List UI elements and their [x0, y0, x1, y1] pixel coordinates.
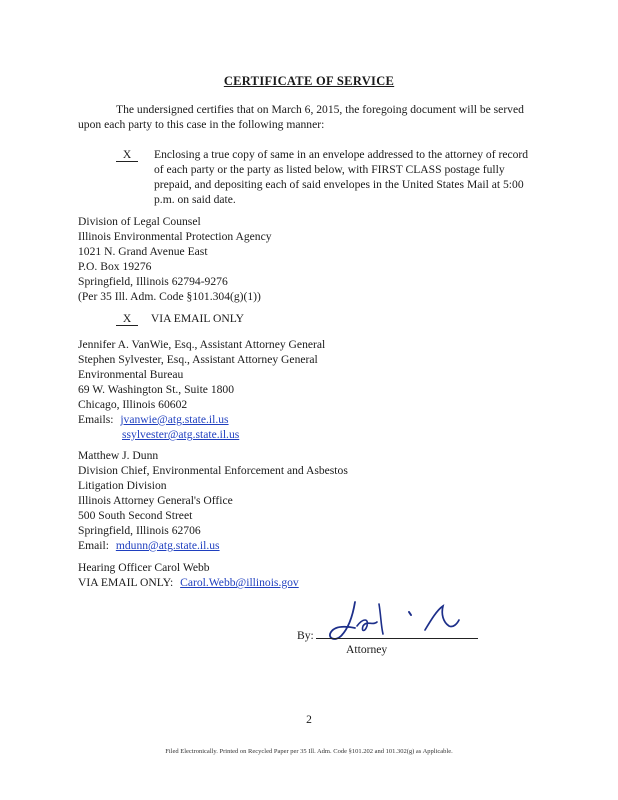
ag-line-5: Chicago, Illinois 60602: [78, 398, 188, 411]
dunn-line-3: Litigation Division: [78, 479, 167, 492]
ag-emails-label: Emails:: [78, 413, 114, 426]
iepa-line-3: 1021 N. Grand Avenue East: [78, 245, 208, 258]
page-title: CERTIFICATE OF SERVICE: [223, 74, 395, 88]
hearing-officer-label: VIA EMAIL ONLY:: [78, 576, 174, 589]
handwritten-signature: [325, 596, 475, 644]
signature-line: [316, 638, 478, 639]
dunn-line-5: 500 South Second Street: [78, 509, 193, 522]
signature-by-label: By:: [297, 629, 314, 642]
intro-line-1: The undersigned certifies that on March 6, 2015, the foregoing document will be served: [116, 103, 524, 116]
ag-line-3: Environmental Bureau: [78, 368, 184, 381]
mail-method-line-3: prepaid, and depositing each of said envelopes in the United States Mail at 5:00: [154, 178, 524, 191]
recipient-dunn: [78, 448, 348, 553]
iepa-line-5: Springfield, Illinois 62794-9276: [78, 275, 228, 288]
iepa-line-6: (Per 35 Ill. Adm. Code §101.304(g)(1)): [78, 290, 261, 303]
email-method-x: X: [116, 312, 138, 326]
ag-email-link-1[interactable]: jvanwie@atg.state.il.us: [120, 413, 229, 426]
dunn-line-6: Springfield, Illinois 62706: [78, 524, 201, 537]
recipient-ag: [78, 337, 325, 442]
filing-footer: Filed Electronically. Printed on Recycled Paper per 35 Ill. Adm. Code §101.202 and 101.302(g) as Applicable.: [165, 748, 453, 755]
iepa-line-4: P.O. Box 19276: [78, 260, 152, 273]
ag-line-2: Stephen Sylvester, Esq., Assistant Attorney General: [78, 353, 318, 366]
mail-method-mark: [116, 147, 138, 162]
hearing-officer-email-link[interactable]: Carol.Webb@illinois.gov: [180, 576, 299, 589]
email-method: [116, 311, 244, 326]
intro-paragraph: [78, 102, 524, 132]
dunn-email-row: [78, 538, 348, 553]
intro-line-2: upon each party to this case in the following manner:: [78, 118, 325, 131]
ag-emails-row-2: [78, 427, 325, 442]
page-number: 2: [306, 714, 312, 726]
ag-line-4: 69 W. Washington St., Suite 1800: [78, 383, 235, 396]
ag-line-1: Jennifer A. VanWie, Esq., Assistant Attorney General: [78, 338, 326, 351]
mail-method-line-1: Enclosing a true copy of same in an envelope addressed to the attorney of record: [154, 148, 529, 161]
signature-role: Attorney: [346, 643, 388, 656]
hearing-officer: [78, 560, 299, 590]
mail-method-text: [154, 147, 528, 207]
mail-method-line-4: p.m. on said date.: [154, 193, 236, 206]
recipient-iepa: [78, 214, 272, 304]
email-method-label: VIA EMAIL ONLY: [150, 312, 244, 325]
ag-email-link-2[interactable]: ssylvester@atg.state.il.us: [122, 428, 240, 441]
mail-method-x: X: [116, 148, 138, 162]
dunn-line-1: Matthew J. Dunn: [78, 449, 159, 462]
hearing-officer-line-1: Hearing Officer Carol Webb: [78, 561, 210, 574]
iepa-line-2: Illinois Environmental Protection Agency: [78, 230, 272, 243]
dunn-email-label: Email:: [78, 539, 109, 552]
dunn-email-link[interactable]: mdunn@atg.state.il.us: [115, 539, 220, 552]
mail-method-line-2: of each party or the party as listed below, with FIRST CLASS postage fully: [154, 163, 505, 176]
hearing-officer-line-2: [78, 575, 299, 590]
ag-emails-row: [78, 412, 325, 427]
dunn-line-2: Division Chief, Environmental Enforcement and Asbestos: [78, 464, 348, 477]
iepa-line-1: Division of Legal Counsel: [78, 215, 201, 228]
dunn-line-4: Illinois Attorney General's Office: [78, 494, 233, 507]
